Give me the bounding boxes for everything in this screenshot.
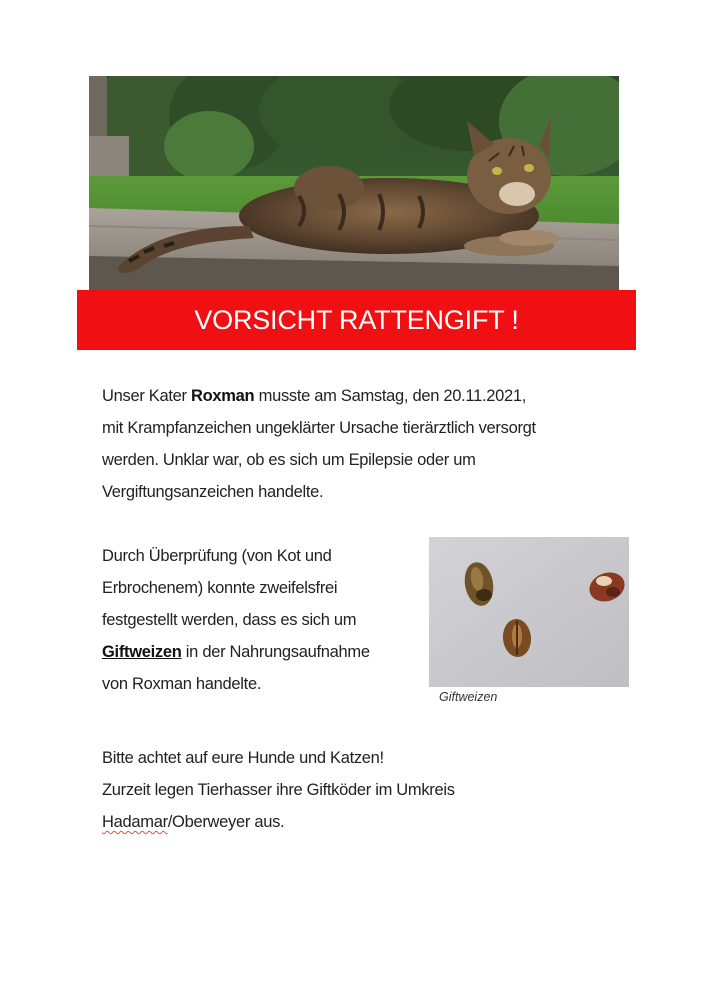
warning-banner: [77, 290, 636, 350]
poison-wheat-photo: [429, 537, 629, 687]
paragraph-warning-line-3: [102, 806, 622, 838]
paragraph-findings-line-4: [102, 636, 432, 668]
place-name-hadamar: Hadamar: [102, 813, 168, 831]
text-segment: musste am Samstag, den 20.11.2021,: [254, 387, 527, 405]
cat-name: Roxman: [191, 387, 255, 405]
paragraph-incident: [102, 380, 632, 508]
paragraph-findings-line-2: Erbrochenem) konnte zweifelsfrei: [102, 579, 338, 597]
text-segment: in der Nahrungsaufnahme: [181, 643, 370, 661]
text-segment: /Oberweyer aus.: [167, 813, 285, 831]
paragraph-incident-line-2: mit Krampfanzeichen ungeklärter Ursache tierärztlich versorgt: [102, 419, 536, 437]
paragraph-warning-line-2: Zurzeit legen Tierhasser ihre Giftköder im Umkreis: [102, 781, 455, 799]
paragraph-warning: [102, 742, 622, 838]
poison-wheat-caption: Giftweizen: [439, 690, 498, 704]
paragraph-incident-line-1: [102, 380, 632, 412]
text-segment: Unser Kater: [102, 387, 192, 405]
paragraph-warning-line-1: Bitte achtet auf eure Hunde und Katzen!: [102, 749, 384, 767]
banner-text: VORSICHT RATTENGIFT !: [194, 304, 519, 335]
paragraph-findings-line-5: von Roxman handelte.: [102, 675, 262, 693]
paragraph-incident-line-4: Vergiftungsanzeichen handelte.: [102, 483, 324, 501]
cat-photo: [89, 76, 619, 290]
cat-photo-illustration: [89, 76, 619, 290]
paragraph-findings-line-1: Durch Überprüfung (von Kot und: [102, 547, 332, 565]
poison-wheat-term: Giftweizen: [102, 643, 182, 661]
paragraph-findings-line-3: festgestellt werden, dass es sich um: [102, 611, 357, 629]
poison-wheat-illustration: [429, 537, 629, 687]
paragraph-findings: [102, 540, 432, 700]
paragraph-incident-line-3: werden. Unklar war, ob es sich um Epilepsie oder um: [102, 451, 476, 469]
